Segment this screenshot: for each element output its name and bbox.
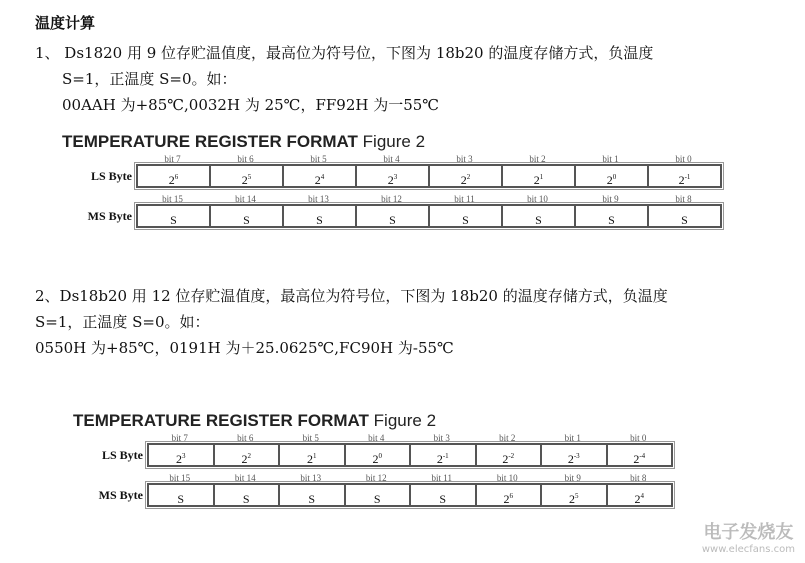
cell-base: 2 [533, 173, 540, 187]
figure-title-bold: TEMPERATURE REGISTER FORMAT [73, 411, 369, 430]
figure-title-bold: TEMPERATURE REGISTER FORMAT [62, 132, 358, 151]
ls-byte-register [136, 164, 722, 188]
figure-title [62, 132, 722, 152]
ls-bit-labels [136, 154, 722, 164]
cell-base: 2 [678, 173, 685, 187]
bit-label: bit 14 [234, 473, 256, 483]
bit-label: bit 10 [496, 473, 518, 483]
cell-base: S [462, 213, 469, 227]
figure-2 [73, 411, 673, 507]
cell-base: 2 [168, 173, 175, 187]
bit-label: bit 1 [564, 433, 581, 443]
cell-exponent: -1 [442, 452, 449, 460]
cell-base: S [608, 213, 615, 227]
register-cell [138, 206, 211, 226]
watermark-url: www.elecfans.com [701, 544, 795, 555]
cell-base: 2 [307, 452, 313, 466]
cell-base: S [373, 492, 381, 506]
ls-byte-register [147, 443, 673, 467]
cell-base: 2 [502, 452, 509, 466]
cell-base: 2 [176, 452, 182, 466]
cell-exponent: -1 [684, 173, 691, 181]
bit-label: bit 11 [431, 473, 452, 483]
cell-base: S [681, 213, 688, 227]
cell-exponent: 4 [320, 173, 325, 181]
register-cell [149, 485, 215, 505]
bit-label: bit 7 [164, 154, 181, 164]
ms-byte-register [147, 483, 673, 507]
bit-label: bit 13 [308, 194, 329, 204]
ms-byte-register [136, 204, 722, 228]
cell-base: S [535, 213, 542, 227]
cell-base: S [308, 492, 316, 506]
ls-byte-label: LS Byte [101, 447, 143, 462]
p1-line3: 00AAH 为+85℃,0032H 为 25℃，FF92H 为一55℃ [62, 96, 440, 114]
cell-base: 2 [503, 492, 510, 506]
bit-label: bit 13 [300, 473, 322, 483]
register-cell [477, 445, 543, 465]
bit-label: bit 12 [365, 473, 387, 483]
bit-label: bit 12 [381, 194, 402, 204]
cell-exponent: -3 [573, 452, 580, 460]
bit-label: bit 0 [675, 154, 692, 164]
cell-base: 2 [314, 173, 321, 187]
bit-label: bit 14 [235, 194, 256, 204]
register-cell [430, 166, 503, 186]
bit-label: bit 8 [675, 194, 692, 204]
figure-1 [62, 132, 722, 228]
cell-exponent: 2 [247, 452, 251, 460]
bit-label: bit 3 [433, 433, 450, 443]
cell-exponent: 0 [378, 452, 382, 460]
register-cell [542, 445, 608, 465]
ls-byte-label: LS Byte [90, 168, 132, 183]
register-cell [477, 485, 543, 505]
cell-exponent: 4 [640, 492, 644, 500]
register-cell [346, 485, 412, 505]
heading: 温度计算 [35, 14, 96, 32]
cell-exponent: -4 [639, 452, 646, 460]
cell-base: S [389, 213, 396, 227]
cell-base: S [177, 492, 185, 506]
cell-base: S [316, 213, 323, 227]
p2-line2: S=1，正温度 S=0。如： [35, 313, 210, 331]
register-cell [608, 485, 672, 505]
cell-base: 2 [436, 452, 443, 466]
bit-label: bit 7 [171, 433, 188, 443]
bit-label: bit 6 [237, 154, 254, 164]
bit-label: bit 11 [454, 194, 475, 204]
cell-exponent: 1 [313, 452, 317, 460]
cell-exponent: 3 [182, 452, 186, 460]
register-cell [542, 485, 608, 505]
register-cell [411, 445, 477, 465]
cell-base: S [170, 213, 177, 227]
cell-exponent: 5 [575, 492, 579, 500]
cell-exponent: 5 [247, 173, 252, 181]
p2-line3: 0550H 为+85℃，0191H 为＋25.0625℃,FC90H 为-55℃ [35, 339, 454, 357]
p2-line1: 2、Ds18b20 用 12 位存贮温值度，最高位为符号位，下图为 18b20 的温度存储方式，负温度 [35, 287, 668, 305]
register-cell [576, 166, 649, 186]
register-cell [649, 206, 720, 226]
register-cell [346, 445, 412, 465]
cell-base: 2 [387, 173, 394, 187]
ms-byte-label: MS Byte [98, 487, 143, 502]
cell-exponent: 2 [466, 173, 471, 181]
cell-base: S [242, 492, 250, 506]
figure-title-rest: Figure 2 [373, 411, 437, 430]
bit-label: bit 5 [302, 433, 319, 443]
bit-label: bit 1 [602, 154, 619, 164]
cell-base: S [243, 213, 250, 227]
register-cell [411, 485, 477, 505]
cell-base: 2 [569, 492, 575, 506]
bit-label: bit 8 [630, 473, 647, 483]
bit-label: bit 4 [368, 433, 385, 443]
p1-line2: S=1，正温度 S=0。如： [62, 70, 237, 88]
register-cell [211, 166, 284, 186]
register-cell [357, 206, 430, 226]
ms-byte-row [62, 204, 722, 228]
register-cell [284, 166, 357, 186]
cell-base: S [439, 492, 447, 506]
register-cell [215, 445, 281, 465]
bit-label: bit 15 [169, 473, 191, 483]
ms-byte-row [73, 483, 673, 507]
register-cell [215, 485, 281, 505]
bit-label: bit 3 [456, 154, 473, 164]
register-cell [357, 166, 430, 186]
cell-base: 2 [633, 452, 640, 466]
figure-title-rest: Figure 2 [362, 132, 426, 151]
bit-label: bit 2 [529, 154, 546, 164]
bit-label: bit 6 [237, 433, 254, 443]
register-cell [280, 445, 346, 465]
watermark [702, 518, 795, 555]
ls-byte-row [62, 164, 722, 188]
bit-label: bit 9 [602, 194, 619, 204]
cell-exponent: 6 [174, 173, 179, 181]
bit-label: bit 0 [630, 433, 647, 443]
watermark-cn: 电子发烧友 [703, 522, 794, 543]
cell-exponent: 6 [509, 492, 513, 500]
register-cell [149, 445, 215, 465]
ls-bit-labels [147, 433, 673, 443]
bit-label: bit 9 [564, 473, 581, 483]
p1-line1: 1、 Ds1820 用 9 位存贮温值度，最高位为符号位，下图为 18b20 的温度存储方式，负温度 [35, 44, 654, 62]
register-cell [503, 206, 576, 226]
bit-label: bit 2 [499, 433, 516, 443]
register-cell [211, 206, 284, 226]
register-cell [280, 485, 346, 505]
cell-base: 2 [567, 452, 574, 466]
cell-base: 2 [372, 452, 379, 466]
cell-exponent: 1 [539, 173, 544, 181]
register-cell [503, 166, 576, 186]
cell-base: 2 [606, 173, 613, 187]
bit-label: bit 5 [310, 154, 327, 164]
ms-bit-labels [147, 473, 673, 483]
bit-label: bit 4 [383, 154, 400, 164]
bit-label: bit 10 [527, 194, 548, 204]
cell-base: 2 [634, 492, 641, 506]
register-cell [430, 206, 503, 226]
register-cell [576, 206, 649, 226]
register-cell [608, 445, 672, 465]
cell-base: 2 [241, 452, 248, 466]
cell-base: 2 [460, 173, 467, 187]
figure-title [73, 411, 673, 431]
register-cell [649, 166, 720, 186]
ls-byte-row [73, 443, 673, 467]
ms-bit-labels [136, 194, 722, 204]
cell-base: 2 [241, 173, 248, 187]
bit-label: bit 15 [162, 194, 183, 204]
cell-exponent: 3 [393, 173, 398, 181]
cell-exponent: -2 [508, 452, 515, 460]
cell-exponent: 0 [612, 173, 617, 181]
ms-byte-label: MS Byte [87, 208, 132, 223]
register-cell [284, 206, 357, 226]
register-cell [138, 166, 211, 186]
